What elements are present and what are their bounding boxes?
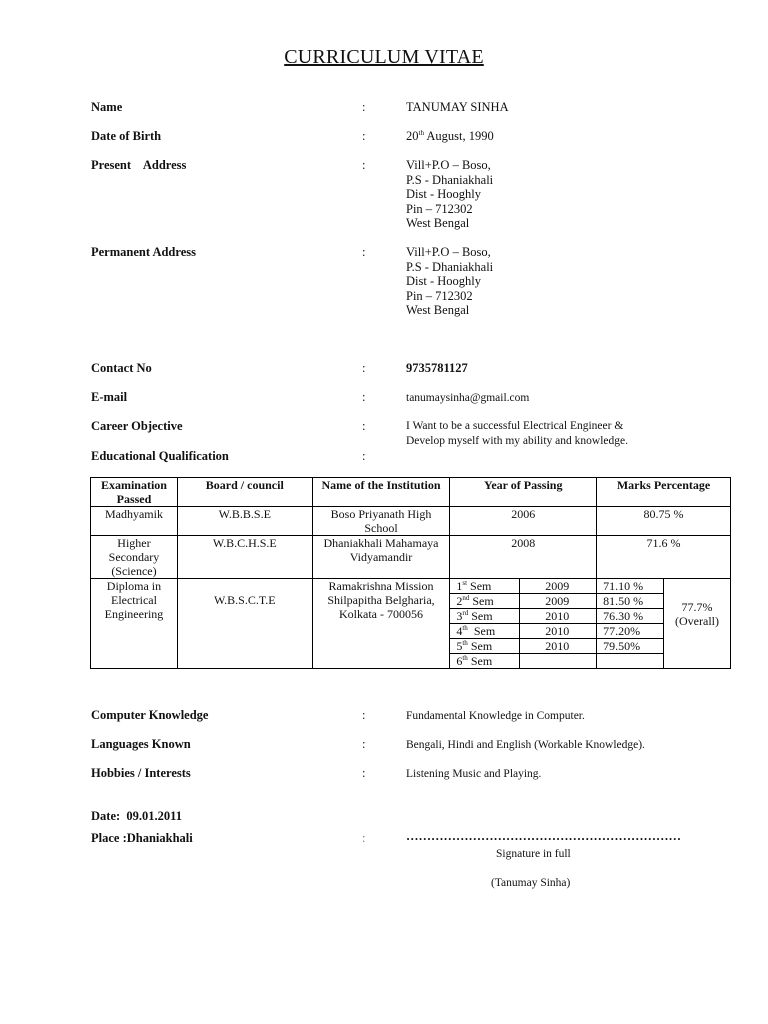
address-line: Pin – 712302 [406,201,473,216]
sem-marks [597,654,664,669]
address-line: Vill+P.O – Boso, [406,245,491,259]
sem-suffix: th [462,654,468,662]
permanent-address-label: Permanent Address [91,245,196,259]
sem-marks: 81.50 % [597,594,664,609]
cell-board: W.B.B.S.E [177,507,312,536]
email-value: tanumaysinha@gmail.com [406,392,530,404]
table-row [91,536,731,579]
sem-number: 6 [456,654,463,668]
sem-suffix: nd [462,594,470,602]
email-label: E-mail [91,390,128,404]
dob-day: 20 [406,129,419,143]
objective-line: I Want to be a successful Electrical Engineer & [406,420,624,432]
colon: : [362,766,366,780]
sem-year: 2010 [520,609,597,624]
dob-label: Date of Birth [91,129,162,143]
colon: : [362,708,366,722]
cell-board: W.B.C.H.S.E [177,536,312,579]
computer-value: Fundamental Knowledge in Computer. [406,710,585,722]
colon: : [362,419,366,433]
header-year: Year of Passing [450,478,597,507]
cell-institution: Ramakrishna Mission Shilpapitha Belgharia, Kolkata - 700056 [312,579,450,669]
cell-marks: 71.6 % [597,536,731,579]
sem-label [450,624,520,639]
present-address-label: Present Address [91,158,187,172]
sem-label [450,639,520,654]
education-label: Educational Qualification [91,449,229,463]
sem-number: 3 [456,609,463,623]
table-row [91,579,731,594]
sem-marks: 71.10 % [597,579,664,594]
hobbies-value: Listening Music and Playing. [406,768,542,780]
sem-text: Sem [468,609,493,623]
sem-text: Sem [469,594,494,608]
colon: : [362,737,366,751]
sem-marks: 79.50% [597,639,664,654]
sem-label [450,654,520,669]
sem-text: Sem [467,639,493,653]
cell-exam: Diploma in Electrical Engineering [91,579,178,669]
sem-label [450,579,520,594]
hobbies-label: Hobbies / Interests [91,766,191,780]
cell-year: 2008 [450,536,597,579]
objective-value [406,419,628,448]
contact-label: Contact No [91,361,152,375]
permanent-address-value [406,245,493,318]
dob-day-suffix: th [418,128,424,137]
address-line: Dist - Hooghly [406,274,481,289]
cell-exam: Madhyamik [91,507,178,536]
education-table [90,477,731,669]
sem-marks: 77.20% [597,624,664,639]
sem-label [450,594,520,609]
cell-exam: Higher Secondary (Science) [91,536,178,579]
sem-number: 1 [456,579,463,593]
sem-text: Sem [467,624,496,638]
dob-value [406,129,494,144]
colon: : [362,831,366,845]
header-marks: Marks Percentage [597,478,731,507]
cell-institution: Boso Priyanath High School [312,507,450,536]
sem-suffix: th [462,639,468,647]
dob-month-year: August, 1990 [423,129,494,143]
colon: : [362,390,366,404]
address-line: P.S - Dhaniakhali [406,172,494,187]
table-row [91,507,731,536]
sem-number: 2 [456,594,463,608]
address-line: Vill+P.O – Boso, [406,158,491,172]
contact-value: 9735781127 [406,361,468,375]
objective-line: Develop myself with my ability and knowledge. [406,434,628,447]
address-line: Pin – 712302 [406,288,473,303]
signature-label: Signature in full [496,848,571,860]
signature-name: (Tanumay Sinha) [491,877,571,889]
header-board: Board / council [177,478,312,507]
sem-marks: 76.30 % [597,609,664,624]
sem-suffix: st [462,579,468,587]
cell-marks: 80.75 % [597,507,731,536]
cell-year: 2006 [450,507,597,536]
sem-text: Sem [467,579,492,593]
address-line: West Bengal [406,303,470,318]
sem-suffix: th [462,624,468,632]
objective-label: Career Objective [91,419,183,433]
sem-text: Sem [467,654,493,668]
computer-label: Computer Knowledge [91,708,209,722]
address-line: West Bengal [406,216,470,231]
sem-number: 5 [456,639,463,653]
sem-suffix: rd [462,609,469,617]
header-institution: Name of the Institution [312,478,450,507]
overall-marks: 77.7% (Overall) [664,579,731,669]
cell-institution: Dhaniakhali Mahamaya Vidyamandir [312,536,450,579]
colon: : [362,361,366,375]
sem-year [520,654,597,669]
colon: : [362,158,366,172]
place-text: Place :Dhaniakhali [91,831,193,845]
header-exam: Examination Passed [91,478,178,507]
sem-label [450,609,520,624]
colon: : [362,100,366,114]
sem-year: 2010 [520,624,597,639]
sem-year: 2009 [520,594,597,609]
languages-label: Languages Known [91,737,191,751]
colon: : [362,449,366,463]
sem-number: 4 [456,624,463,638]
sem-year: 2009 [520,579,597,594]
cell-board: W.B.S.C.T.E [177,579,312,669]
sem-year: 2010 [520,639,597,654]
colon: : [362,129,366,143]
table-header-row [91,478,731,507]
cv-title: CURRICULUM VITAE [284,46,484,68]
colon: : [362,245,366,259]
languages-value: Bengali, Hindi and English (Workable Knowledge). [406,739,645,751]
address-line: P.S - Dhaniakhali [406,259,494,274]
name-value: TANUMAY SINHA [406,100,509,114]
present-address-value [406,158,493,231]
address-line: Dist - Hooghly [406,187,481,202]
date-text: Date: 09.01.2011 [91,809,182,823]
name-label: Name [91,100,123,114]
signature-line: ………………………………………………………… [406,829,681,843]
